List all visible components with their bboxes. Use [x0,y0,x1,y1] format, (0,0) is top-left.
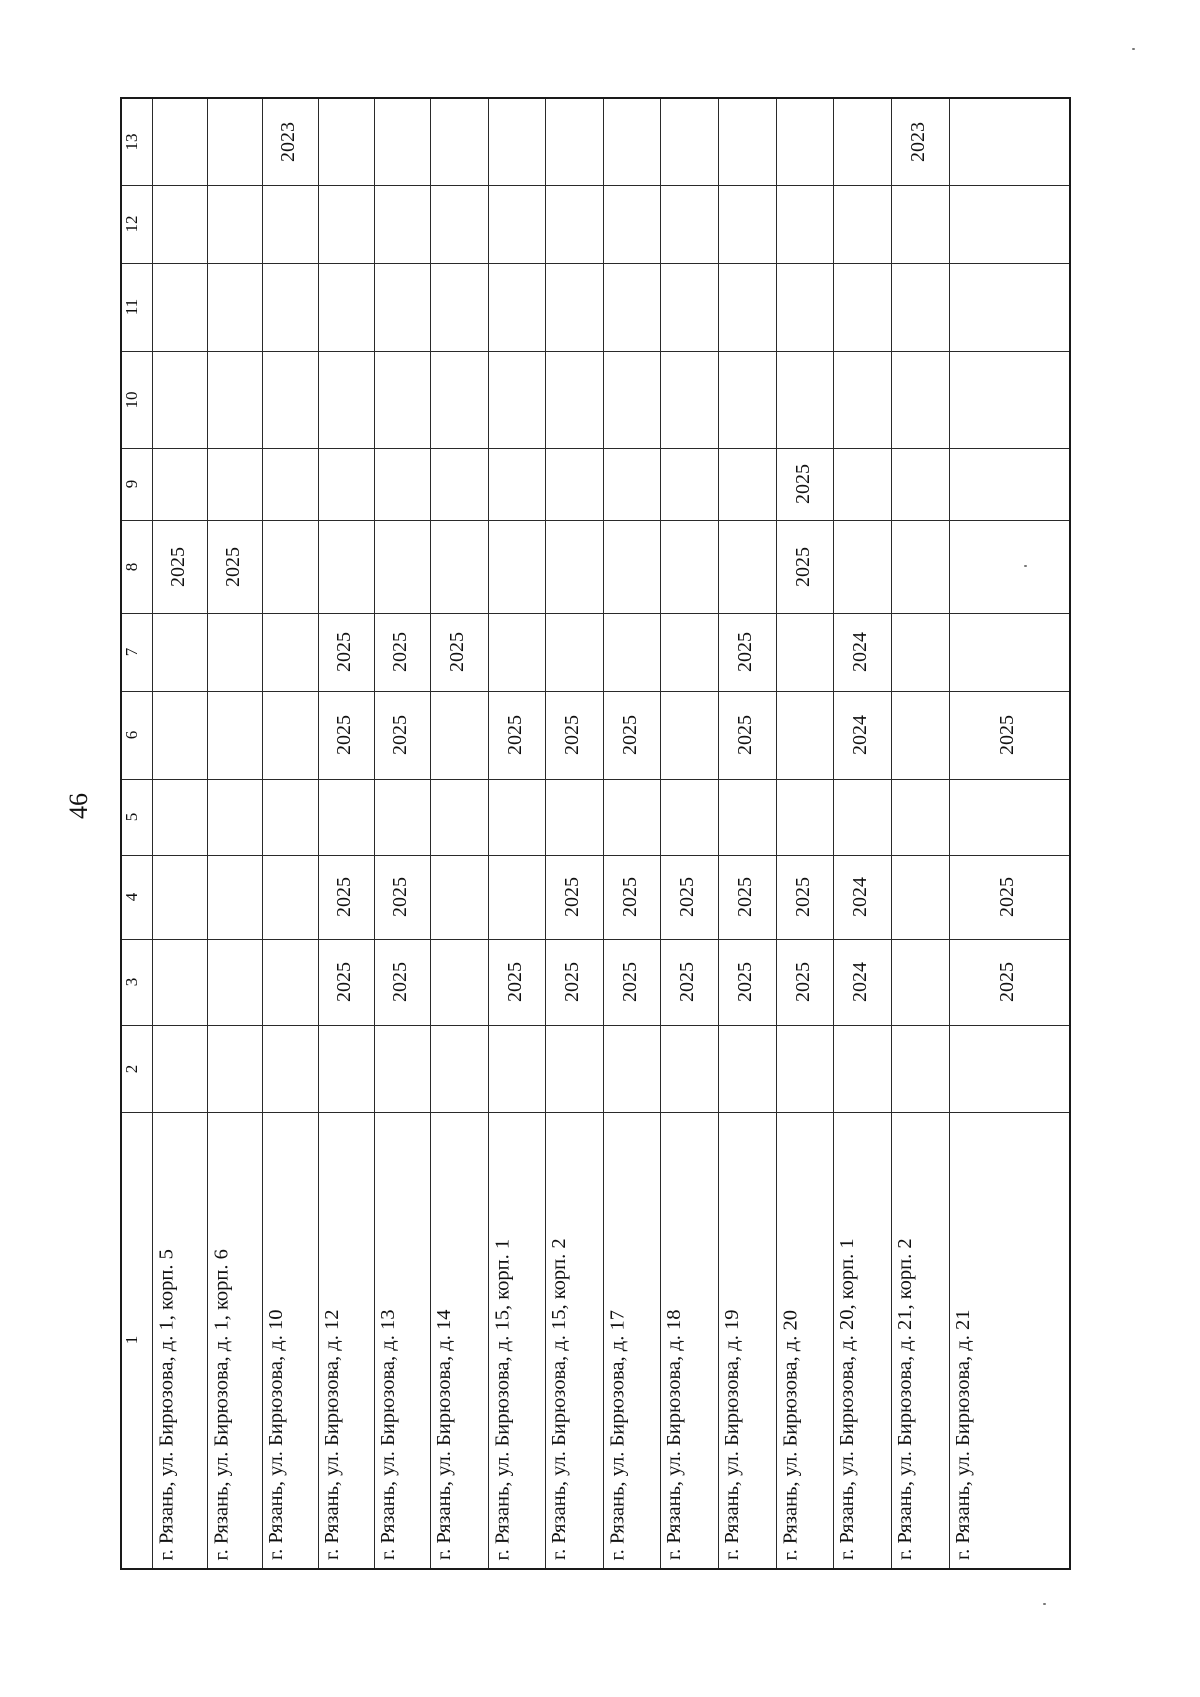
column-header: 12 [122,215,141,233]
year-cell: 2025 [333,632,355,672]
year-cell: 2025 [734,877,756,917]
year-cell: 2025 [561,962,583,1002]
column-separator [122,263,1069,264]
year-cell: 2025 [446,632,468,672]
year-cell: 2025 [996,715,1018,755]
year-cell: 2025 [333,715,355,755]
year-cell: 2025 [734,962,756,1002]
row-separator [718,99,719,1568]
year-cell: 2025 [618,715,641,755]
year-cell: 2024 [849,632,871,672]
year-cell: 2025 [389,962,411,1002]
column-header: 11 [122,298,141,316]
column-header: 2 [122,1064,141,1073]
column-separator [122,939,1069,940]
scan-speck [1043,1603,1046,1605]
row-separator [891,99,892,1568]
year-cell: 2025 [561,877,583,917]
row-separator [603,99,604,1568]
column-separator [122,855,1069,856]
row-separator [262,99,263,1568]
year-cell: 2024 [849,715,871,755]
row-separator [833,99,834,1568]
page-number: 46 [64,793,93,819]
column-separator [122,1025,1069,1026]
year-cell: 2025 [996,877,1018,917]
year-cell: 2025 [996,962,1018,1002]
year-cell: 2025 [389,632,411,672]
row-separator [430,99,431,1568]
year-cell: 2025 [333,962,355,1002]
column-header: 5 [122,812,141,822]
column-separator [122,691,1069,692]
address-cell: г. Рязань, ул. Бирюзова, д. 20, корп. 1 [836,1238,858,1560]
year-cell: 2024 [849,962,871,1002]
column-header: 1 [122,1335,141,1345]
column-header: 9 [122,479,141,489]
address-cell: г. Рязань, ул. Бирюзова, д. 1, корп. 5 [155,1248,177,1560]
address-cell: г. Рязань, ул. Бирюзова, д. 21 [952,1309,974,1560]
year-cell: 2024 [849,877,871,917]
row-separator [207,99,208,1568]
year-cell: 2025 [618,877,641,917]
year-cell: 2025 [676,962,698,1002]
year-cell: 2025 [166,546,189,587]
year-cell: 2023 [907,122,929,162]
address-cell: г. Рязань, ул. Бирюзова, д. 10 [265,1309,287,1560]
column-separator [122,448,1069,449]
year-cell: 2025 [791,877,814,917]
row-separator [318,99,319,1568]
year-cell: 2025 [791,962,814,1002]
year-cell: 2023 [277,122,299,162]
column-header: 13 [122,133,141,151]
year-cell: 2025 [561,715,583,755]
address-cell: г. Рязань, ул. Бирюзова, д. 20 [779,1309,801,1560]
address-cell: г. Рязань, ул. Бирюзова, д. 21, корп. 2 [894,1238,916,1560]
row-separator [152,99,153,1568]
address-cell: г. Рязань, ул. Бирюзова, д. 14 [433,1309,455,1560]
address-cell: г. Рязань, ул. Бирюзова, д. 19 [721,1309,743,1560]
column-separator [122,779,1069,780]
column-header: 4 [122,892,141,902]
address-cell: г. Рязань, ул. Бирюзова, д. 15, корп. 2 [548,1238,570,1560]
column-header: 7 [122,647,141,657]
year-cell: 2025 [791,464,814,504]
row-separator [776,99,777,1568]
address-cell: г. Рязань, ул. Бирюзова, д. 17 [606,1309,628,1560]
scan-speck [1024,565,1027,567]
row-separator [545,99,546,1568]
row-separator [374,99,375,1568]
column-separator [122,1112,1069,1113]
year-cell: 2025 [221,546,244,587]
row-separator [949,99,950,1568]
column-separator [122,520,1069,521]
scan-speck [1132,48,1135,50]
year-cell: 2025 [389,877,411,917]
address-cell: г. Рязань, ул. Бирюзова, д. 15, корп. 1 [491,1238,513,1560]
year-cell: 2025 [618,962,641,1002]
year-cell: 2025 [676,877,698,917]
year-cell: 2025 [734,632,756,672]
address-cell: г. Рязань, ул. Бирюзова, д. 12 [321,1309,343,1560]
year-cell: 2025 [503,962,526,1002]
row-separator [660,99,661,1568]
year-cell: 2025 [389,715,411,755]
column-separator [122,613,1069,614]
column-header: 6 [122,730,141,740]
column-separator [122,351,1069,352]
year-cell: 2025 [791,546,814,587]
address-cell: г. Рязань, ул. Бирюзова, д. 18 [663,1309,685,1560]
row-separator [488,99,489,1568]
year-cell: 2025 [333,877,355,917]
address-cell: г. Рязань, ул. Бирюзова, д. 13 [377,1309,399,1560]
year-cell: 2025 [734,715,756,755]
year-cell: 2025 [503,715,526,755]
column-header: 3 [122,977,141,987]
column-header: 10 [122,391,141,408]
rotated-schedule-table [120,97,1071,1570]
column-header: 8 [122,562,141,571]
address-cell: г. Рязань, ул. Бирюзова, д. 1, корп. 6 [210,1248,232,1560]
column-separator [122,185,1069,186]
